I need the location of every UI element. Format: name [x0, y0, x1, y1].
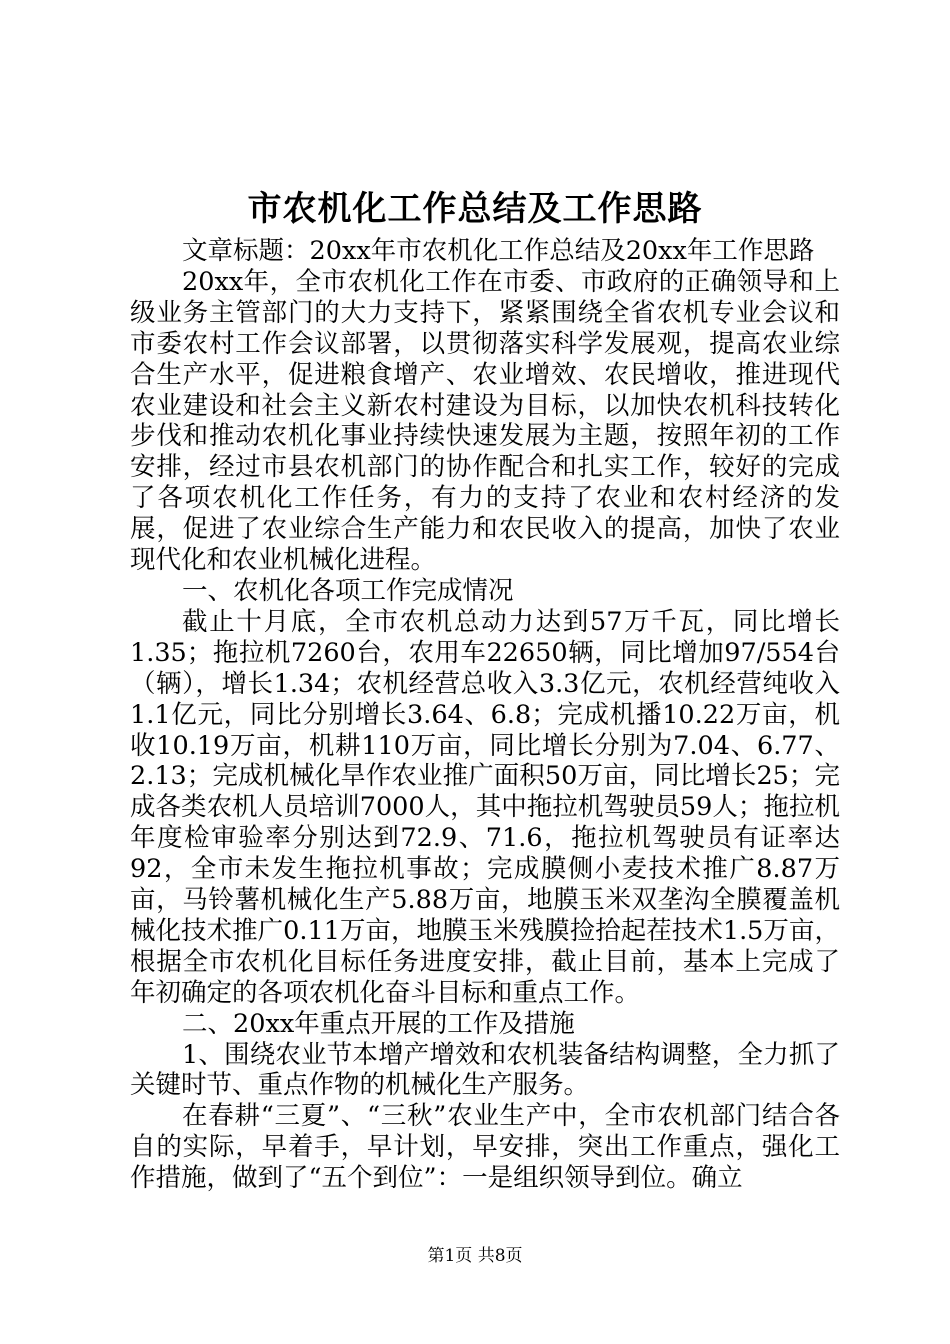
intro-paragraph: 20xx年，全市农机化工作在市委、市政府的正确领导和上级业务主管部门的大力支持下，紧紧围绕全省农机专业会议和市委农村工作会议部署，以贯彻落实科学发展观，提高农业综合生产水平，促进粮食增产、农业增效、农民增收，推进现代农业建设和社会主义新农村建设为目标，以加快农机科技转化步伐和推动农机化事业持续快速发展为主题，按照年初的工作安排，经过市县农机部门的协作配合和扎实工作，较好的完成了各项农机化工作任务，有力的支持了农业和农村经济的发展，促进了农业综合生产能力和农民收入的提高，加快了农业现代化和农业机械化进程。 [130, 266, 840, 576]
section-1-paragraph: 截止十月底，全市农机总动力达到57万千瓦，同比增长1.35；拖拉机7260台，农用车22650辆，同比增加97/554台（辆），增长1.34；农机经营总收入3.3亿元，农机经营纯收入1.1亿元，同比分别增长3.64、6.8；完成机播10.22万亩，机收10.19万亩，机耕110万亩，同比增长分别为7.04、6.77、2.13；完成机械化旱作农业推广面积50万亩，同比增长25；完成各类农机人员培训7000人，其中拖拉机驾驶员59人；拖拉机年度检审验率分别达到72.9、71.6，拖拉机驾驶员有证率达92，全市未发生拖拉机事故；完成膜侧小麦技术推广8.87万亩，马铃薯机械化生产5.88万亩，地膜玉米双垄沟全膜覆盖机械化技术推广0.11万亩，地膜玉米残膜捡拾起茬技术1.5万亩，根据全市农机化目标任务进度安排，截止目前，基本上完成了年初确定的各项农机化奋斗目标和重点工作。 [130, 606, 840, 1008]
section-heading-2: 二、20xx年重点开展的工作及措施 [182, 1008, 575, 1039]
document-title: 市农机化工作总结及工作思路 [247, 189, 703, 229]
section-2-paragraph: 在春耕“三夏”、“三秋”农业生产中，全市农机部门结合各自的实际，早着手，早计划，早安排，突出工作重点，强化工作措施，做到了“五个到位”：一是组织领导到位。确立 [130, 1101, 840, 1194]
subsection-1-paragraph: 1、围绕农业节本增产增效和农机装备结构调整，全力抓了关键时节、重点作物的机械化生产服务。 [130, 1039, 840, 1101]
article-title-line: 文章标题：20xx年市农机化工作总结及20xx年工作思路 [182, 236, 815, 266]
document-body [130, 236, 840, 1194]
section-heading-1: 一、农机化各项工作完成情况 [182, 575, 514, 606]
page-footer: 第1页 共8页 [427, 1246, 523, 1266]
